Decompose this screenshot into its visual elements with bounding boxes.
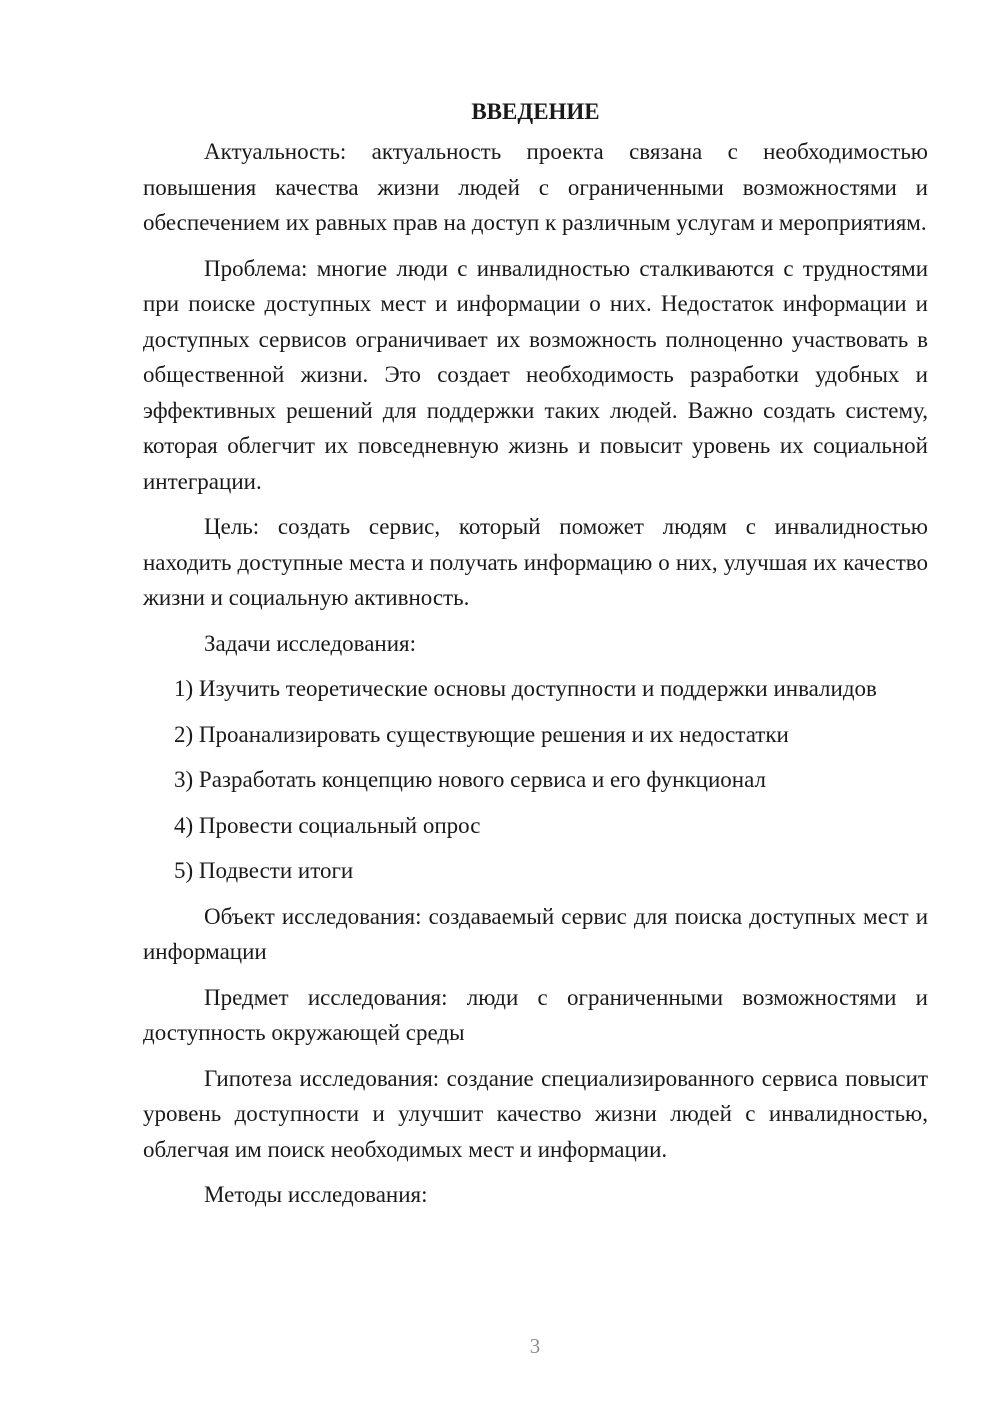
page-title: ВВЕДЕНИЕ: [471, 99, 600, 124]
hypothesis-paragraph: Гипотеза исследования: создание специализированного сервиса повысит уровень доступности и улучшит качество жизни людей с инвалидностью, облегчая им поиск необходимых мест и информации.: [143, 1065, 928, 1162]
page-content: [143, 96, 928, 1223]
task-item-1: 1) Изучить теоретические основы доступности и поддержки инвалидов: [174, 676, 877, 701]
task-item-4: 4) Провести социальный опрос: [174, 812, 481, 838]
subject-paragraph: Предмет исследования: люди с ограниченными возможностями и доступность окружающей среды: [143, 984, 928, 1045]
task-item-5: 5) Подвести итоги: [174, 858, 354, 883]
task-item-3: 3) Разработать концепцию нового сервиса и его функционал: [174, 767, 766, 792]
task-item-2: 2) Проанализировать существующие решения и их недостатки: [174, 721, 789, 747]
goal-paragraph: Цель: создать сервис, который поможет людям с инвалидностью находить доступные места и получать информацию о них, улучшая их качество жизни и социальную активность.: [143, 514, 928, 610]
tasks-heading: Задачи исследования:: [204, 630, 417, 656]
object-paragraph: Объект исследования: создаваемый сервис для поиска доступных мест и информации: [143, 903, 928, 964]
tasks-list: [143, 671, 928, 889]
methods-heading: Методы исследования:: [204, 1182, 428, 1207]
relevance-paragraph: Актуальность: актуальность проекта связана с необходимостью повышения качества жизни людей с ограниченными возможностями и обеспечением их равных прав на доступ к различным услугам и мероприятиям.: [143, 139, 928, 235]
problem-paragraph: Проблема: многие люди с инвалидностью сталкиваются с трудностями при поиске доступных мест и информации о них. Недостаток информации и доступных сервисов ограничивает их возможность полноценно участвовать в общественной жизни. Это создает необходимость разработки удобных и эффективных решений для поддержки таких людей. Важно создать систему, которая облегчит их повседневную жизнь и повысит уровень их социальной интеграции.: [143, 255, 928, 494]
page-number: 3: [529, 1334, 541, 1358]
